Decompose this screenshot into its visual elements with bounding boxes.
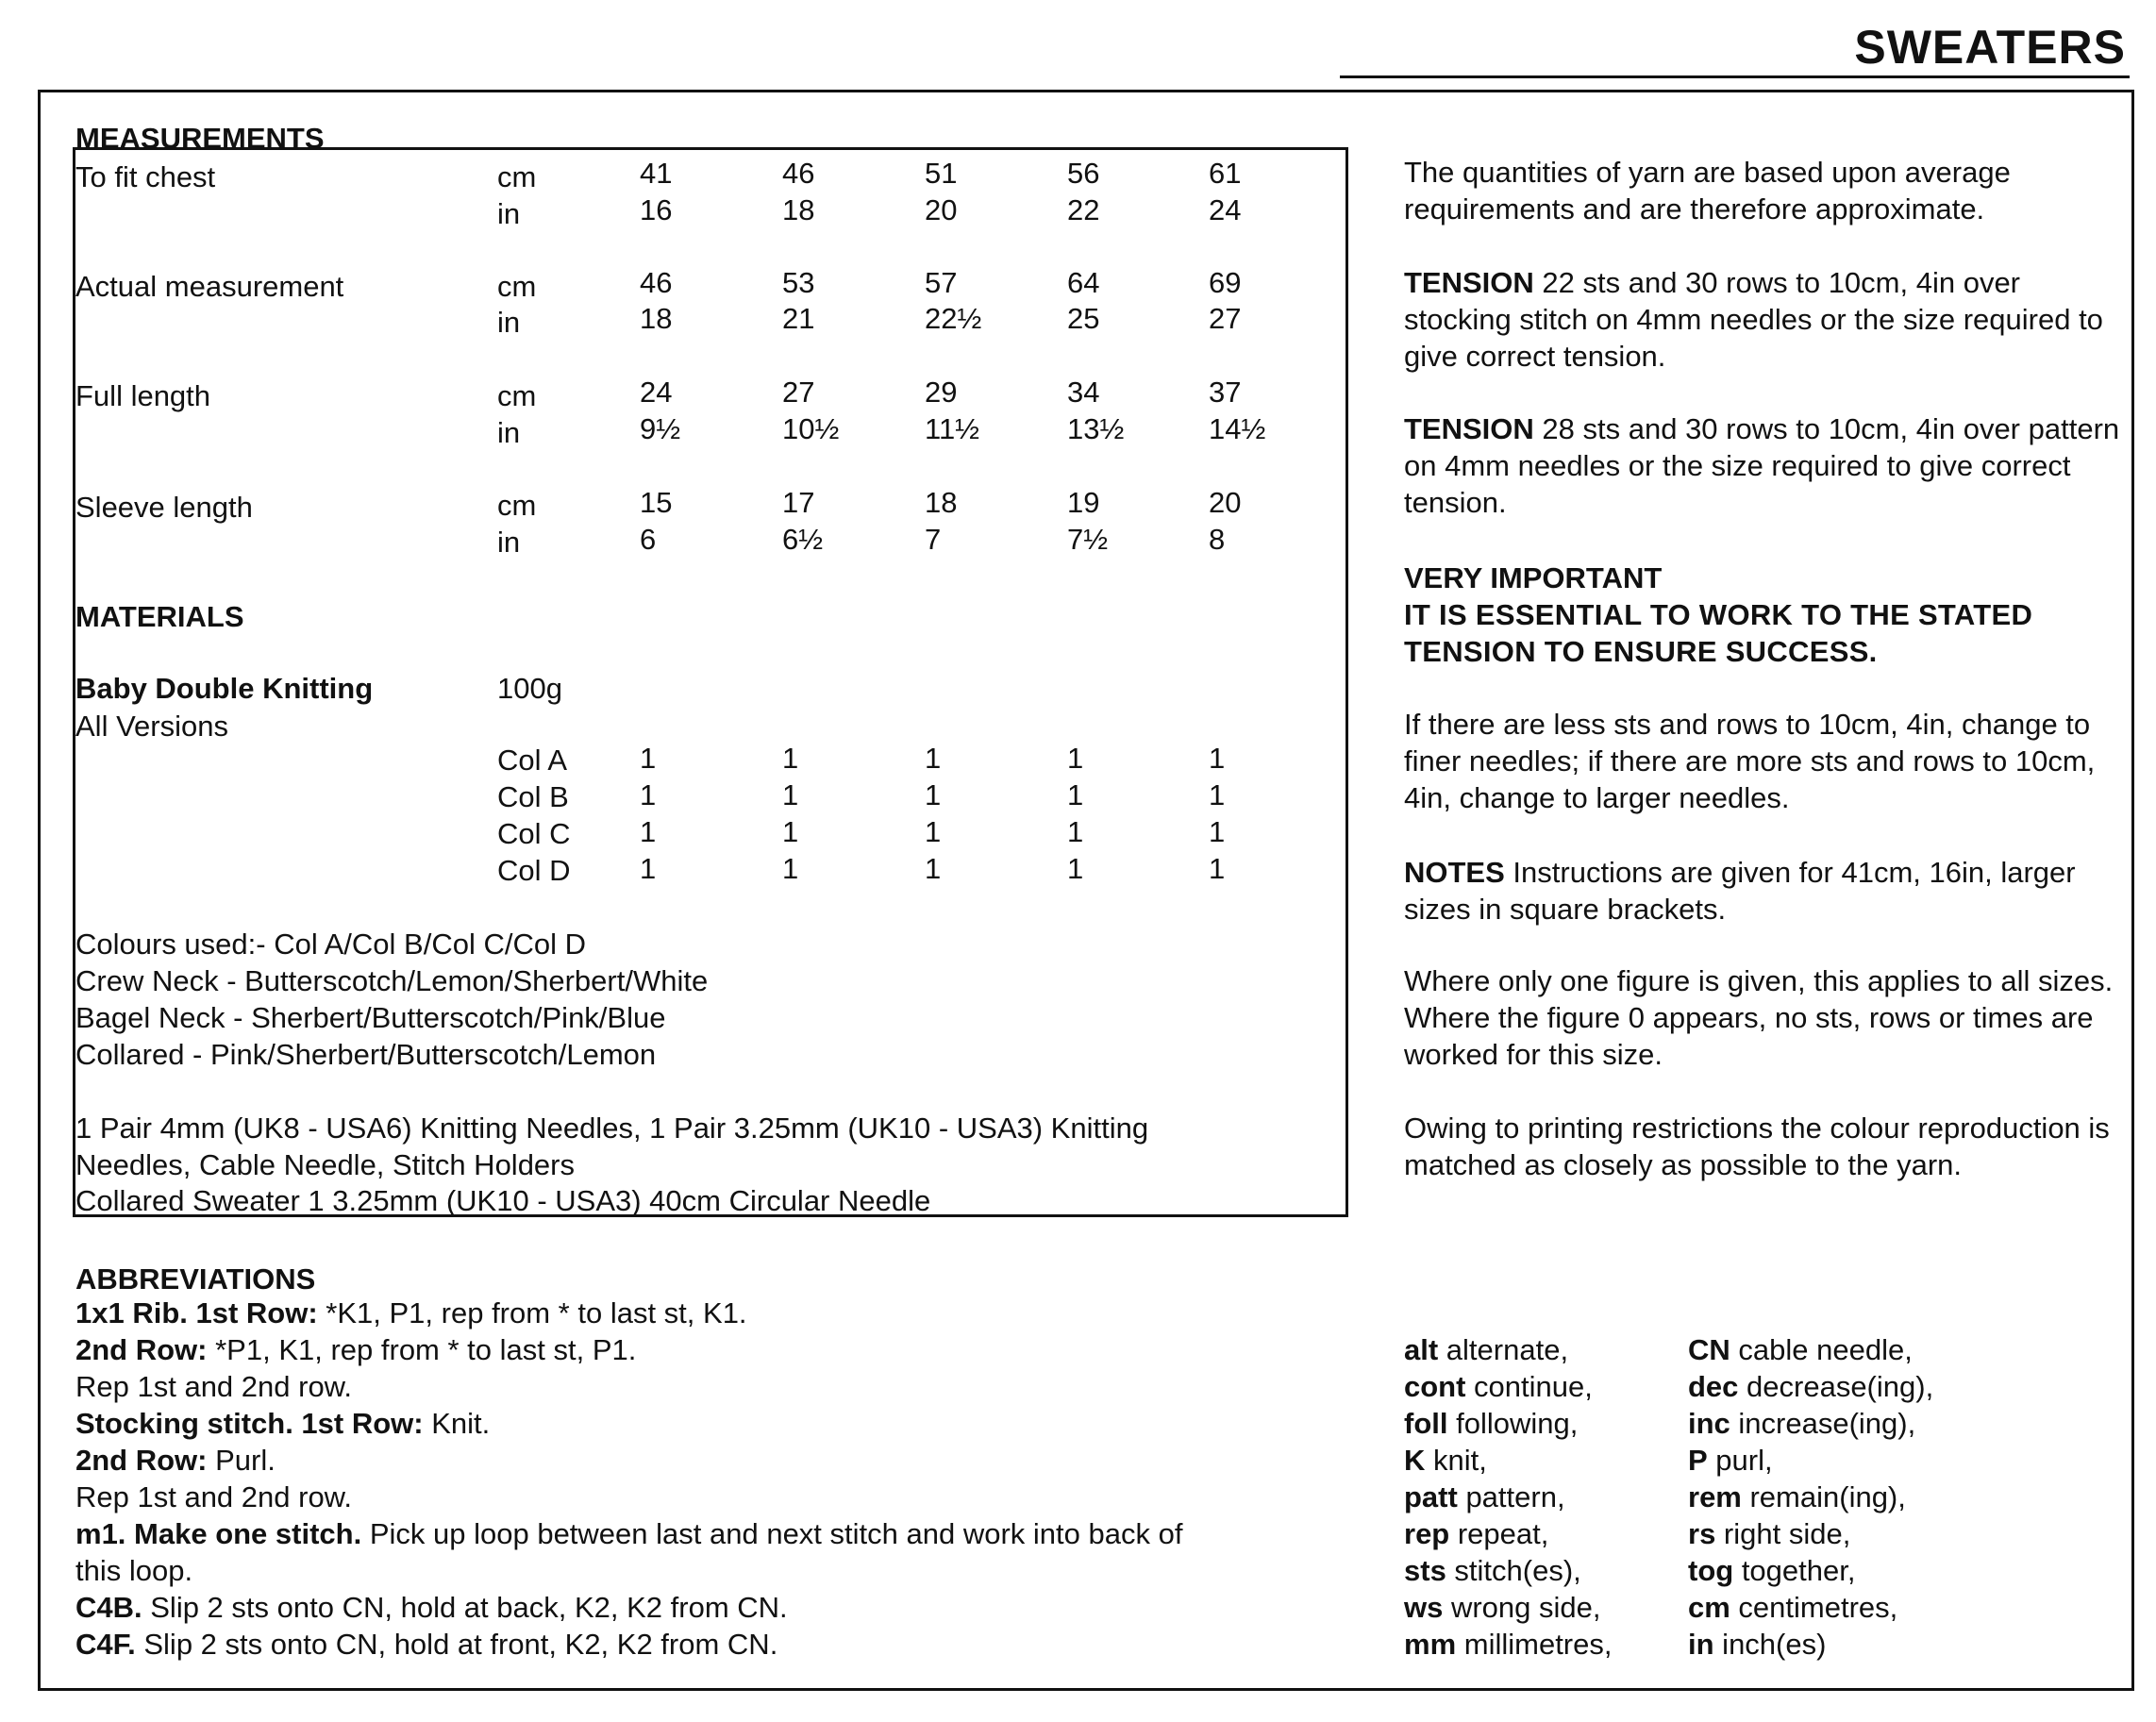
- abbreviation-line: [75, 1589, 788, 1626]
- colour-quantity: 1: [925, 815, 942, 848]
- yarn-weight: 100g: [497, 672, 562, 705]
- abbr-key-item: [1688, 1442, 1773, 1479]
- abbr-key-item: [1688, 1589, 1897, 1626]
- abbreviation-line: [75, 1368, 352, 1405]
- title-underline: [1340, 75, 2130, 78]
- abbr-key-item: [1404, 1479, 1565, 1515]
- abbreviation-definition: Rep 1st and 2nd row.: [75, 1480, 352, 1513]
- very-important: [1404, 560, 2121, 670]
- abbr-meaning: centimetres,: [1730, 1591, 1898, 1624]
- abbr-key: sts: [1404, 1554, 1446, 1587]
- unit-cm: cm: [497, 489, 537, 522]
- needles-line: Needles, Cable Needle, Stitch Holders: [75, 1148, 575, 1181]
- abbr-key: rep: [1404, 1517, 1450, 1550]
- abbr-key: cm: [1688, 1591, 1730, 1624]
- abbreviation-term: C4F.: [75, 1628, 136, 1661]
- needle-size-text: If there are less sts and rows to 10cm, 4in, change to finer needles; if there are more sts and rows to 10cm, 4in, change to larger needles.: [1404, 708, 2096, 814]
- abbreviation-definition: Knit.: [423, 1407, 491, 1440]
- abbr-key: rem: [1688, 1480, 1742, 1513]
- abbreviation-line: [75, 1405, 490, 1442]
- colour-quantity: 1: [640, 778, 657, 811]
- abbreviation-term: 2nd Row:: [75, 1444, 208, 1477]
- colour-quantity: 1: [925, 742, 942, 775]
- size-value: 14½: [1209, 412, 1266, 445]
- unit-cm: cm: [497, 160, 537, 193]
- abbr-key-item: [1404, 1331, 1568, 1368]
- notes-label: NOTES: [1404, 856, 1505, 889]
- measurement-label: Sleeve length: [75, 491, 253, 524]
- colour-quantity: 1: [1067, 742, 1084, 775]
- abbr-meaning: right side,: [1715, 1517, 1851, 1550]
- size-value: 7: [925, 523, 942, 556]
- tension-1-text: 22 sts and 30 rows to 10cm, 4in over stocking stitch on 4mm needles or the size required to give correct tension.: [1404, 266, 2103, 373]
- abbreviation-line: [75, 1479, 352, 1515]
- colour-label: Col A: [497, 744, 568, 777]
- abbr-key-item: [1404, 1589, 1601, 1626]
- abbr-key-item: [1688, 1515, 1850, 1552]
- size-value: 46: [640, 266, 673, 299]
- abbreviation-line: [75, 1295, 747, 1331]
- size-value: 17: [782, 486, 815, 519]
- size-value: 7½: [1067, 523, 1109, 556]
- tension-2-label: TENSION: [1404, 412, 1534, 445]
- size-value: 34: [1067, 376, 1100, 409]
- yarn-name: Baby Double Knitting: [75, 672, 374, 705]
- abbr-key-item: [1688, 1626, 1826, 1663]
- yarn-quantity-note: [1404, 154, 2121, 227]
- size-value: 56: [1067, 157, 1100, 190]
- abbreviation-definition: Rep 1st and 2nd row.: [75, 1370, 352, 1403]
- abbreviation-term: m1. Make one stitch.: [75, 1517, 362, 1550]
- measurement-label: Full length: [75, 379, 211, 412]
- printing-note-text: Owing to printing restrictions the colour reproduction is matched as closely as possible to the yarn.: [1404, 1112, 2110, 1181]
- abbr-meaning: remain(ing),: [1741, 1480, 1906, 1513]
- colour-quantity: 1: [640, 852, 657, 885]
- abbreviation-definition: *P1, K1, rep from * to last st, P1.: [207, 1333, 637, 1366]
- unit-in: in: [497, 416, 521, 449]
- colour-quantity: 1: [1209, 815, 1226, 848]
- abbr-key: foll: [1404, 1407, 1448, 1440]
- abbr-key-item: [1688, 1368, 1933, 1405]
- abbr-meaning: wrong side,: [1443, 1591, 1601, 1624]
- size-value: 24: [640, 376, 673, 409]
- abbr-key-item: [1404, 1405, 1578, 1442]
- size-value: 53: [782, 266, 815, 299]
- size-value: 20: [925, 193, 958, 226]
- size-value: 46: [782, 157, 815, 190]
- abbreviations-heading: ABBREVIATIONS: [75, 1262, 316, 1296]
- size-value: 8: [1209, 523, 1226, 556]
- size-value: 41: [640, 157, 673, 190]
- printing-note: [1404, 1110, 2121, 1183]
- size-value: 69: [1209, 266, 1242, 299]
- needles-line: 1 Pair 4mm (UK8 - USA6) Knitting Needles, 1 Pair 3.25mm (UK10 - USA3) Knitting: [75, 1112, 1149, 1145]
- very-important-text: IT IS ESSENTIAL TO WORK TO THE STATED TENSION TO ENSURE SUCCESS.: [1404, 598, 2033, 668]
- size-value: 57: [925, 266, 958, 299]
- abbr-key: mm: [1404, 1628, 1457, 1661]
- abbr-meaning: millimetres,: [1456, 1628, 1613, 1661]
- abbr-meaning: inch(es): [1713, 1628, 1827, 1661]
- abbr-key: tog: [1688, 1554, 1734, 1587]
- abbr-meaning: repeat,: [1449, 1517, 1549, 1550]
- size-value: 18: [925, 486, 958, 519]
- abbreviation-line: [75, 1442, 276, 1479]
- abbr-meaning: pattern,: [1457, 1480, 1565, 1513]
- abbr-key-item: [1404, 1515, 1548, 1552]
- abbr-key: patt: [1404, 1480, 1458, 1513]
- colourway-line: Bagel Neck - Sherbert/Butterscotch/Pink/Blue: [75, 1001, 666, 1034]
- colour-quantity: 1: [640, 742, 657, 775]
- abbr-key-item: [1688, 1331, 1913, 1368]
- abbr-key: CN: [1688, 1333, 1730, 1366]
- size-value: 21: [782, 302, 815, 335]
- unit-in: in: [497, 306, 521, 339]
- abbr-meaning: following,: [1447, 1407, 1579, 1440]
- versions-label: All Versions: [75, 710, 228, 743]
- needles-line: Collared Sweater 1 3.25mm (UK10 - USA3) 40cm Circular Needle: [75, 1184, 931, 1217]
- abbr-key-item: [1404, 1442, 1487, 1479]
- colour-quantity: 1: [1067, 778, 1084, 811]
- abbr-key-item: [1688, 1479, 1906, 1515]
- size-value: 29: [925, 376, 958, 409]
- size-value: 11½: [925, 412, 980, 445]
- abbreviation-definition: this loop.: [75, 1554, 193, 1587]
- abbr-key: cont: [1404, 1370, 1466, 1403]
- abbr-meaning: decrease(ing),: [1738, 1370, 1934, 1403]
- unit-in: in: [497, 197, 521, 230]
- abbreviation-definition: Slip 2 sts onto CN, hold at back, K2, K2 from CN.: [142, 1591, 788, 1624]
- unit-cm: cm: [497, 379, 537, 412]
- size-value: 27: [782, 376, 815, 409]
- colour-quantity: 1: [925, 852, 942, 885]
- tension-1: [1404, 264, 2121, 375]
- tension-2: [1404, 410, 2121, 521]
- unit-cm: cm: [497, 270, 537, 303]
- abbr-meaning: purl,: [1707, 1444, 1773, 1477]
- colour-label: Col B: [497, 780, 569, 813]
- size-value: 18: [782, 193, 815, 226]
- abbr-key: alt: [1404, 1333, 1439, 1366]
- colour-quantity: 1: [925, 778, 942, 811]
- colour-quantity: 1: [1209, 852, 1226, 885]
- size-value: 27: [1209, 302, 1242, 335]
- size-value: 9½: [640, 412, 681, 445]
- abbr-meaning: stitch(es),: [1446, 1554, 1581, 1587]
- tension-2-text: 28 sts and 30 rows to 10cm, 4in over pattern on 4mm needles or the size required to give correct tension.: [1404, 412, 2120, 519]
- abbreviation-term: Stocking stitch. 1st Row:: [75, 1407, 424, 1440]
- size-value: 25: [1067, 302, 1100, 335]
- colour-quantity: 1: [1209, 742, 1226, 775]
- abbr-key: P: [1688, 1444, 1708, 1477]
- abbr-key: dec: [1688, 1370, 1739, 1403]
- size-value: 24: [1209, 193, 1242, 226]
- abbr-key: inc: [1688, 1407, 1730, 1440]
- page-title: SWEATERS: [1854, 21, 2126, 74]
- abbr-key-item: [1404, 1368, 1593, 1405]
- abbr-meaning: increase(ing),: [1730, 1407, 1916, 1440]
- colourway-line: Crew Neck - Butterscotch/Lemon/Sherbert/White: [75, 964, 709, 997]
- measurement-label: To fit chest: [75, 160, 216, 193]
- abbr-meaning: together,: [1733, 1554, 1856, 1587]
- abbreviation-line: [75, 1331, 636, 1368]
- colour-quantity: 1: [1067, 852, 1084, 885]
- very-important-heading: VERY IMPORTANT: [1404, 561, 1663, 594]
- colours-used-line: Colours used:- Col A/Col B/Col C/Col D: [75, 928, 586, 961]
- abbreviation-term: 2nd Row:: [75, 1333, 208, 1366]
- size-value: 16: [640, 193, 673, 226]
- colour-quantity: 1: [782, 742, 799, 775]
- abbr-key: K: [1404, 1444, 1426, 1477]
- colour-quantity: 1: [782, 815, 799, 848]
- abbr-key-item: [1404, 1626, 1612, 1663]
- abbreviation-definition: Slip 2 sts onto CN, hold at front, K2, K2 from CN.: [135, 1628, 778, 1661]
- abbreviation-line: [75, 1515, 1182, 1552]
- size-value: 6½: [782, 523, 824, 556]
- abbr-key-item: [1404, 1552, 1581, 1589]
- size-value: 51: [925, 157, 958, 190]
- measurements-heading: MEASUREMENTS: [75, 122, 325, 155]
- size-value: 22½: [925, 302, 982, 335]
- abbreviation-term: C4B.: [75, 1591, 142, 1624]
- abbr-meaning: continue,: [1465, 1370, 1593, 1403]
- size-value: 20: [1209, 486, 1242, 519]
- size-value: 18: [640, 302, 673, 335]
- size-value: 19: [1067, 486, 1100, 519]
- colour-quantity: 1: [782, 778, 799, 811]
- size-value: 37: [1209, 376, 1242, 409]
- size-value: 10½: [782, 412, 840, 445]
- colour-quantity: 1: [782, 852, 799, 885]
- abbr-key: in: [1688, 1628, 1714, 1661]
- unit-in: in: [497, 526, 521, 559]
- abbreviation-term: 1x1 Rib. 1st Row:: [75, 1296, 318, 1329]
- abbr-key-item: [1688, 1552, 1855, 1589]
- colour-label: Col C: [497, 817, 571, 850]
- colourway-line: Collared - Pink/Sherbert/Butterscotch/Lemon: [75, 1038, 657, 1071]
- size-value: 6: [640, 523, 657, 556]
- size-value: 13½: [1067, 412, 1125, 445]
- needle-size-note: [1404, 706, 2121, 816]
- size-value: 22: [1067, 193, 1100, 226]
- abbr-meaning: cable needle,: [1730, 1333, 1913, 1366]
- abbr-key-item: [1688, 1405, 1915, 1442]
- colour-quantity: 1: [1067, 815, 1084, 848]
- abbr-key: rs: [1688, 1517, 1716, 1550]
- figure-note-text: Where only one figure is given, this applies to all sizes. Where the figure 0 appears, no sts, rows or times are worked for this size.: [1404, 964, 2114, 1071]
- tension-1-label: TENSION: [1404, 266, 1534, 299]
- abbreviation-definition: Purl.: [207, 1444, 276, 1477]
- colour-quantity: 1: [1209, 778, 1226, 811]
- materials-heading: MATERIALS: [75, 600, 244, 633]
- yarn-quantity-text: The quantities of yarn are based upon average requirements and are therefore approximate.: [1404, 156, 2011, 226]
- size-value: 15: [640, 486, 673, 519]
- colour-label: Col D: [497, 854, 571, 887]
- abbr-meaning: knit,: [1425, 1444, 1487, 1477]
- abbreviation-line: [75, 1626, 777, 1663]
- abbreviation-definition: Pick up loop between last and next stitch and work into back of: [361, 1517, 1183, 1550]
- notes: [1404, 854, 2121, 928]
- abbr-key: ws: [1404, 1591, 1444, 1624]
- figure-note: [1404, 962, 2121, 1073]
- abbreviation-definition: *K1, P1, rep from * to last st, K1.: [317, 1296, 747, 1329]
- notes-text: Instructions are given for 41cm, 16in, larger sizes in square brackets.: [1404, 856, 2076, 926]
- colour-quantity: 1: [640, 815, 657, 848]
- size-value: 64: [1067, 266, 1100, 299]
- measurement-label: Actual measurement: [75, 270, 344, 303]
- size-value: 61: [1209, 157, 1242, 190]
- abbreviation-line: [75, 1552, 192, 1589]
- abbr-meaning: alternate,: [1438, 1333, 1569, 1366]
